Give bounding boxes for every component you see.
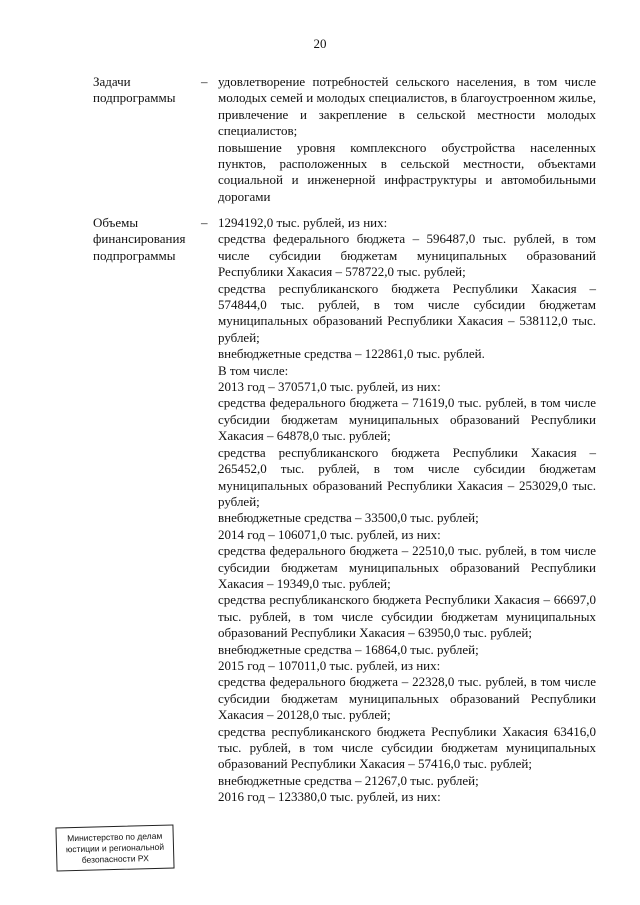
funding-paragraph: В том числе: (218, 362, 289, 378)
funding-label: Объемы финансирования подпрограммы (93, 215, 186, 263)
funding-paragraph: средства республиканского бюджета Республики Хакасия 63416,0 тыс. рублей, в том числе субсидии бюджетам муниципальных образований Республики Хакасия – 57416,0 тыс. рублей; (218, 723, 596, 772)
tasks-section (93, 74, 596, 205)
funding-paragraph: средства федерального бюджета – 22510,0 тыс. рублей, в том числе субсидии бюджетам муниципальных образований Республики Хакасия – 19349,0 тыс. рублей; (218, 543, 596, 591)
funding-paragraph: внебюджетные средства – 122861,0 тыс. рублей. (218, 346, 485, 362)
tasks-label: Задачи подпрограммы (93, 74, 176, 106)
funding-paragraph: средства республиканского бюджета Республики Хакасия – 265452,0 тыс. рублей, в том числе субсидии бюджетам муниципальных образований Республики Хакасия – 253029,0 тыс. рублей; (218, 444, 596, 509)
stamp-line: юстиции и региональной (65, 841, 165, 854)
tasks-content (218, 74, 596, 205)
stamp-line: безопасности РХ (81, 852, 149, 865)
stamp-line: Министерство по делам (67, 830, 163, 843)
funding-paragraph: внебюджетные средства – 33500,0 тыс. рублей; (218, 510, 479, 526)
funding-paragraph: внебюджетные средства – 21267,0 тыс. рублей; (218, 772, 479, 788)
funding-paragraph: средства республиканского бюджета Республики Хакасия – 66697,0 тыс. рублей, в том числе субсидии бюджетам муниципальных образований Республики Хакасия – 63950,0 тыс. рублей; (218, 592, 596, 641)
funding-paragraph: средства республиканского бюджета Республики Хакасия – 574844,0 тыс. рублей, в том числе субсидии бюджетам муниципальных образований Республики Хакасия – 538112,0 тыс. рублей; (218, 280, 596, 345)
funding-paragraph: внебюджетные средства – 16864,0 тыс. рублей; (218, 641, 479, 657)
ministry-stamp (55, 824, 174, 871)
funding-content (218, 215, 596, 806)
funding-paragraph: 2013 год – 370571,0 тыс. рублей, из них: (218, 379, 441, 395)
funding-paragraph: средства федерального бюджета – 596487,0 тыс. рублей, в том числе субсидии бюджетам муниципальных образований Республики Хакасия – 578722,0 тыс. рублей; (218, 231, 596, 280)
funding-paragraph: 2014 год – 106071,0 тыс. рублей, из них: (218, 526, 441, 542)
funding-dash: – (201, 215, 208, 230)
tasks-paragraph: повышение уровня комплексного обустройства населенных пунктов, расположенных в сельской местности, объектами социальной и инженерной инфраструктуры и автомобильными дорогами (218, 139, 596, 204)
page-number: 20 (313, 36, 327, 51)
funding-section (93, 215, 596, 806)
funding-paragraph: 2015 год – 107011,0 тыс. рублей, из них: (218, 657, 441, 673)
funding-paragraph: средства федерального бюджета – 71619,0 тыс. рублей, в том числе субсидии бюджетам муниципальных образований Республики Хакасия – 64878,0 тыс. рублей; (218, 395, 596, 444)
funding-paragraph: 1294192,0 тыс. рублей, из них: (218, 215, 388, 230)
funding-paragraph: средства федерального бюджета – 22328,0 тыс. рублей, в том числе субсидии бюджетам муниципальных образований Республики Хакасия – 20128,0 тыс. рублей; (218, 674, 596, 723)
funding-paragraph: 2016 год – 123380,0 тыс. рублей, из них: (218, 789, 441, 805)
tasks-dash: – (201, 74, 208, 89)
tasks-paragraph: удовлетворение потребностей сельского населения, в том числе молодых семей и молодых специалистов, в благоустроенном жилье, привлечение и закрепление в сельской местности молодых специалистов; (218, 74, 596, 139)
